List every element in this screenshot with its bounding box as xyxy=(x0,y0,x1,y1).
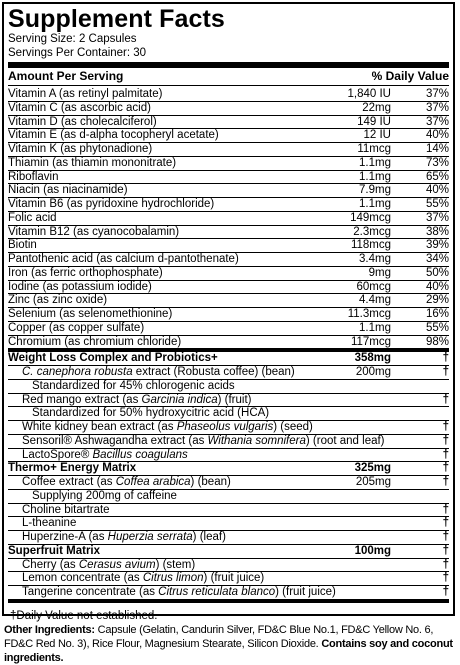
nutrient-row xyxy=(8,157,449,171)
supplement-facts-panel xyxy=(2,2,455,622)
ingredient-name xyxy=(8,531,321,544)
ingredient-botanical-name: Garcinia indica xyxy=(141,393,218,406)
allergen-statement: Contains soy and coconut ingredients. xyxy=(4,638,453,664)
ingredient-row xyxy=(8,586,449,599)
ingredient-row xyxy=(8,435,449,449)
nutrient-row xyxy=(8,336,449,349)
ingredient-name xyxy=(8,407,321,420)
ingredient-amount xyxy=(321,394,391,407)
ingredient-text: Coffee extract (as xyxy=(22,476,116,488)
ingredient-name xyxy=(8,380,321,393)
nutrient-row xyxy=(8,308,449,322)
nutrient-amount: 1.1mg xyxy=(359,156,391,169)
ingredient-amount xyxy=(321,449,391,462)
ingredient-amount xyxy=(321,490,391,503)
nutrient-daily-value: 14% xyxy=(425,143,449,155)
blend-list xyxy=(8,352,449,599)
ingredient-botanical-name: C. canephora robusta xyxy=(22,366,133,378)
amount-per-serving-header: Amount Per Serving xyxy=(8,69,124,83)
nutrient-daily-value: 55% xyxy=(425,321,449,334)
nutrient-name: Vitamin A (as retinyl palmitate) xyxy=(8,88,163,100)
servings-per-container: Servings Per Container: 30 xyxy=(8,47,147,59)
ingredient-row xyxy=(8,449,449,463)
vitamin-list xyxy=(8,88,449,348)
ingredient-name xyxy=(8,476,321,489)
nutrient-row xyxy=(8,267,449,281)
ingredient-botanical-name: Citrus limon xyxy=(142,572,204,585)
ingredient-name xyxy=(8,449,321,462)
ingredient-row xyxy=(8,517,449,531)
nutrient-name: Vitamin D (as cholecalciferol) xyxy=(8,115,157,128)
nutrient-amount: 118mcg xyxy=(350,239,391,252)
nutrient-name: Folic acid xyxy=(8,211,57,224)
ingredient-amount xyxy=(321,559,391,572)
nutrient-name: Iron (as ferric orthophosphate) xyxy=(8,266,163,279)
ingredient-daily-value: † xyxy=(442,421,449,433)
nutrient-row xyxy=(8,88,449,102)
ingredient-daily-value: † xyxy=(442,558,449,571)
ingredient-text: LactoSpore® xyxy=(22,448,93,461)
ingredient-text: Huperzine-A (as xyxy=(22,531,108,543)
nutrient-row xyxy=(8,294,449,308)
nutrient-daily-value: 39% xyxy=(425,239,449,252)
ingredient-name xyxy=(8,572,321,585)
nutrient-name: Vitamin C (as ascorbic acid) xyxy=(8,101,151,114)
nutrient-amount: 149 IU xyxy=(357,115,391,128)
nutrient-amount: 7.9mg xyxy=(359,184,391,197)
ingredient-text-suffix: ) (seed) xyxy=(273,421,313,433)
ingredient-name xyxy=(8,435,385,448)
nutrient-name: Copper (as copper sulfate) xyxy=(8,321,145,334)
ingredient-text-suffix: ) (fruit juice) xyxy=(203,572,265,585)
panel-title: Supplement Facts xyxy=(8,5,225,33)
nutrient-amount: 22mg xyxy=(362,101,391,114)
blend-amount: 325mg xyxy=(354,462,391,475)
ingredient-row xyxy=(8,407,449,421)
nutrient-daily-value: 73% xyxy=(425,156,449,169)
blend-name: Weight Loss Complex and Probiotics+ xyxy=(8,352,218,365)
ingredient-botanical-name: Cerasus avium xyxy=(78,558,156,571)
nutrient-row xyxy=(8,198,449,212)
nutrient-row xyxy=(8,212,449,226)
nutrient-daily-value: 37% xyxy=(425,101,449,114)
ingredient-text-suffix: ) (stem) xyxy=(155,558,196,571)
ingredient-row xyxy=(8,421,449,435)
ingredient-daily-value: † xyxy=(442,572,449,585)
ingredient-row xyxy=(8,490,449,504)
nutrient-name: Chromium (as chromium chloride) xyxy=(8,335,182,348)
nutrient-daily-value: 40% xyxy=(425,184,449,197)
ingredient-daily-value: † xyxy=(442,476,449,488)
ingredient-name xyxy=(8,504,321,517)
blend-daily-value: † xyxy=(442,544,449,557)
ingredient-name xyxy=(8,366,321,379)
ingredient-daily-value xyxy=(391,407,449,420)
nutrient-amount: 12 IU xyxy=(363,129,391,142)
nutrient-daily-value: 55% xyxy=(425,198,449,210)
ingredient-amount xyxy=(321,380,391,393)
ingredient-amount: 205mg xyxy=(355,476,391,488)
nutrient-amount: 117mcg xyxy=(350,335,391,348)
ingredient-text-suffix: ) (root and leaf) xyxy=(305,434,385,447)
ingredient-amount xyxy=(321,407,391,420)
blend-header-superfruit xyxy=(8,545,449,559)
blend-header-thermo xyxy=(8,462,449,476)
nutrient-name: Vitamin B6 (as pyridoxine hydrochloride) xyxy=(8,198,215,210)
nutrient-name: Pantothenic acid (as calcium d-pantothenate) xyxy=(8,253,239,265)
nutrient-name: Vitamin E (as d-alpha tocopheryl acetate) xyxy=(8,129,219,142)
ingredient-daily-value: † xyxy=(442,434,449,447)
nutrient-daily-value: 37% xyxy=(425,88,449,100)
blend-header-weight-loss xyxy=(8,352,449,366)
ingredient-daily-value: † xyxy=(442,448,449,461)
nutrient-daily-value: 50% xyxy=(425,266,449,279)
nutrient-name: Vitamin B12 (as cyanocobalamin) xyxy=(8,225,180,238)
nutrient-name: Niacin (as niacinamide) xyxy=(8,184,128,197)
ingredient-text-suffix: ) (bean) xyxy=(190,476,231,488)
ingredient-daily-value xyxy=(391,380,449,393)
nutrient-row xyxy=(8,116,449,130)
ingredient-text: Tangerine concentrate (as xyxy=(22,586,159,598)
ingredient-text: Standardized for 45% chlorogenic acids xyxy=(32,379,235,392)
blend-daily-value: † xyxy=(442,352,449,365)
ingredient-row xyxy=(8,476,449,490)
ingredient-text: Choline bitartrate xyxy=(22,503,110,516)
ingredient-row xyxy=(8,559,449,573)
ingredient-daily-value: † xyxy=(442,517,449,530)
ingredient-name xyxy=(8,490,321,503)
nutrient-daily-value: 98% xyxy=(425,335,449,348)
nutrient-row xyxy=(8,129,449,143)
ingredient-botanical-name: Citrus reticulata blanco xyxy=(158,586,276,598)
nutrient-daily-value: 65% xyxy=(425,170,449,183)
daily-value-footnote: †Daily Value not established. xyxy=(10,609,158,622)
ingredient-amount xyxy=(321,517,391,530)
ingredient-daily-value: † xyxy=(442,366,449,378)
nutrient-amount: 11mcg xyxy=(357,143,391,155)
ingredient-row xyxy=(8,366,449,380)
nutrient-amount: 149mcg xyxy=(350,211,391,224)
blend-ingredients xyxy=(8,366,449,462)
nutrient-name: Vitamin K (as phytonadione) xyxy=(8,143,153,155)
nutrient-amount: 2.3mcg xyxy=(353,225,391,238)
nutrient-row xyxy=(8,226,449,240)
ingredient-text-suffix: ) (fruit juice) xyxy=(275,586,336,598)
ingredient-daily-value: † xyxy=(442,586,449,598)
nutrient-amount: 60mcg xyxy=(356,280,391,293)
table-header xyxy=(8,68,449,86)
other-ingredients-text: Capsule (Gelatin, Candurin Silver, FD&C Blue No.1, FD&C Yellow No. 6, FD&C Red No. 3), Rice Flour, Magnesium Stearate, Silicon Dioxide. xyxy=(4,624,434,650)
nutrient-amount: 1,840 IU xyxy=(347,88,391,100)
ingredient-row xyxy=(8,504,449,518)
nutrient-name: Zinc (as zinc oxide) xyxy=(8,294,108,307)
nutrient-daily-value: 40% xyxy=(425,129,449,142)
nutrient-row xyxy=(8,281,449,295)
ingredient-text: White kidney bean extract (as xyxy=(22,421,177,433)
nutrient-amount: 1.1mg xyxy=(359,321,391,334)
ingredient-botanical-name: Withania somnifera xyxy=(207,434,306,447)
other-ingredients-label: Other Ingredients: xyxy=(4,624,95,636)
blend-name: Superfruit Matrix xyxy=(8,544,101,557)
ingredient-amount xyxy=(336,586,398,599)
ingredient-text: Supplying 200mg of caffeine xyxy=(32,489,177,502)
nutrient-name: Iodine (as potassium iodide) xyxy=(8,280,152,293)
nutrient-daily-value: 34% xyxy=(425,253,449,265)
ingredient-text: Lemon concentrate (as xyxy=(22,572,143,585)
ingredient-name xyxy=(8,517,321,530)
ingredient-botanical-name: Coffea arabica xyxy=(115,476,191,488)
blend-ingredients xyxy=(8,559,449,599)
nutrient-daily-value: 40% xyxy=(425,280,449,293)
ingredient-row xyxy=(8,572,449,586)
nutrient-row xyxy=(8,322,449,336)
nutrient-name: Biotin xyxy=(8,239,37,252)
ingredient-daily-value: † xyxy=(442,393,449,406)
nutrient-name: Thiamin (as thiamin mononitrate) xyxy=(8,156,177,169)
nutrient-row xyxy=(8,253,449,267)
ingredient-name xyxy=(8,421,321,434)
ingredient-text: Standardized for 50% hydroxycitric acid (HCA) xyxy=(32,407,270,420)
nutrient-amount: 11.3mcg xyxy=(347,308,391,320)
ingredient-daily-value xyxy=(391,490,449,503)
ingredient-name xyxy=(8,586,336,599)
nutrient-row xyxy=(8,143,449,157)
ingredient-amount xyxy=(321,572,391,585)
ingredient-daily-value: † xyxy=(442,531,449,543)
serving-size: Serving Size: 2 Capsules xyxy=(8,33,137,45)
nutrient-daily-value: 37% xyxy=(425,211,449,224)
divider-bottom xyxy=(8,599,449,603)
nutrient-amount: 9mg xyxy=(368,266,391,279)
ingredient-amount xyxy=(321,421,391,434)
ingredient-amount xyxy=(321,504,391,517)
nutrient-amount: 1.1mg xyxy=(359,170,391,183)
ingredient-amount xyxy=(385,435,420,448)
blend-amount: 100mg xyxy=(354,544,391,557)
ingredient-row xyxy=(8,531,449,545)
nutrient-row xyxy=(8,184,449,198)
daily-value-header: % Daily Value xyxy=(371,69,449,83)
blend-name: Thermo+ Energy Matrix xyxy=(8,462,137,475)
ingredient-amount: 200mg xyxy=(355,366,391,378)
ingredient-name xyxy=(8,559,321,572)
ingredient-botanical-name: Huperzia serrata xyxy=(107,531,193,543)
ingredient-botanical-name: Bacillus coagulans xyxy=(92,448,188,461)
ingredient-text: Red mango extract (as xyxy=(22,393,142,406)
nutrient-row xyxy=(8,171,449,185)
nutrient-daily-value: 16% xyxy=(425,308,449,320)
nutrient-daily-value: 38% xyxy=(425,225,449,238)
ingredient-text: Cherry (as xyxy=(22,558,79,571)
ingredient-text: Sensoril® Ashwagandha extract (as xyxy=(22,434,208,447)
blend-daily-value: † xyxy=(442,462,449,475)
nutrient-name: Selenium (as selenomethionine) xyxy=(8,308,173,320)
nutrient-amount: 1.1mg xyxy=(359,198,391,210)
nutrient-row xyxy=(8,102,449,116)
blend-amount: 358mg xyxy=(354,352,391,365)
nutrient-amount: 3.4mg xyxy=(359,253,391,265)
ingredient-text-suffix: extract (Robusta coffee) (bean) xyxy=(132,366,295,378)
other-ingredients xyxy=(4,623,456,665)
ingredient-botanical-name: Phaseolus vulgaris xyxy=(176,421,274,433)
ingredient-name xyxy=(8,394,321,407)
ingredient-amount xyxy=(321,531,391,544)
nutrient-row xyxy=(8,239,449,253)
nutrient-amount: 4.4mg xyxy=(359,294,391,307)
blend-ingredients xyxy=(8,476,449,545)
nutrient-name: Riboflavin xyxy=(8,170,59,183)
ingredient-text-suffix: ) (leaf) xyxy=(192,531,226,543)
ingredient-row xyxy=(8,394,449,408)
ingredient-text: L-theanine xyxy=(22,517,77,530)
nutrient-daily-value: 37% xyxy=(425,115,449,128)
ingredient-daily-value: † xyxy=(442,503,449,516)
ingredient-text-suffix: ) (fruit) xyxy=(217,393,252,406)
nutrient-daily-value: 29% xyxy=(425,294,449,307)
ingredient-row xyxy=(8,380,449,394)
